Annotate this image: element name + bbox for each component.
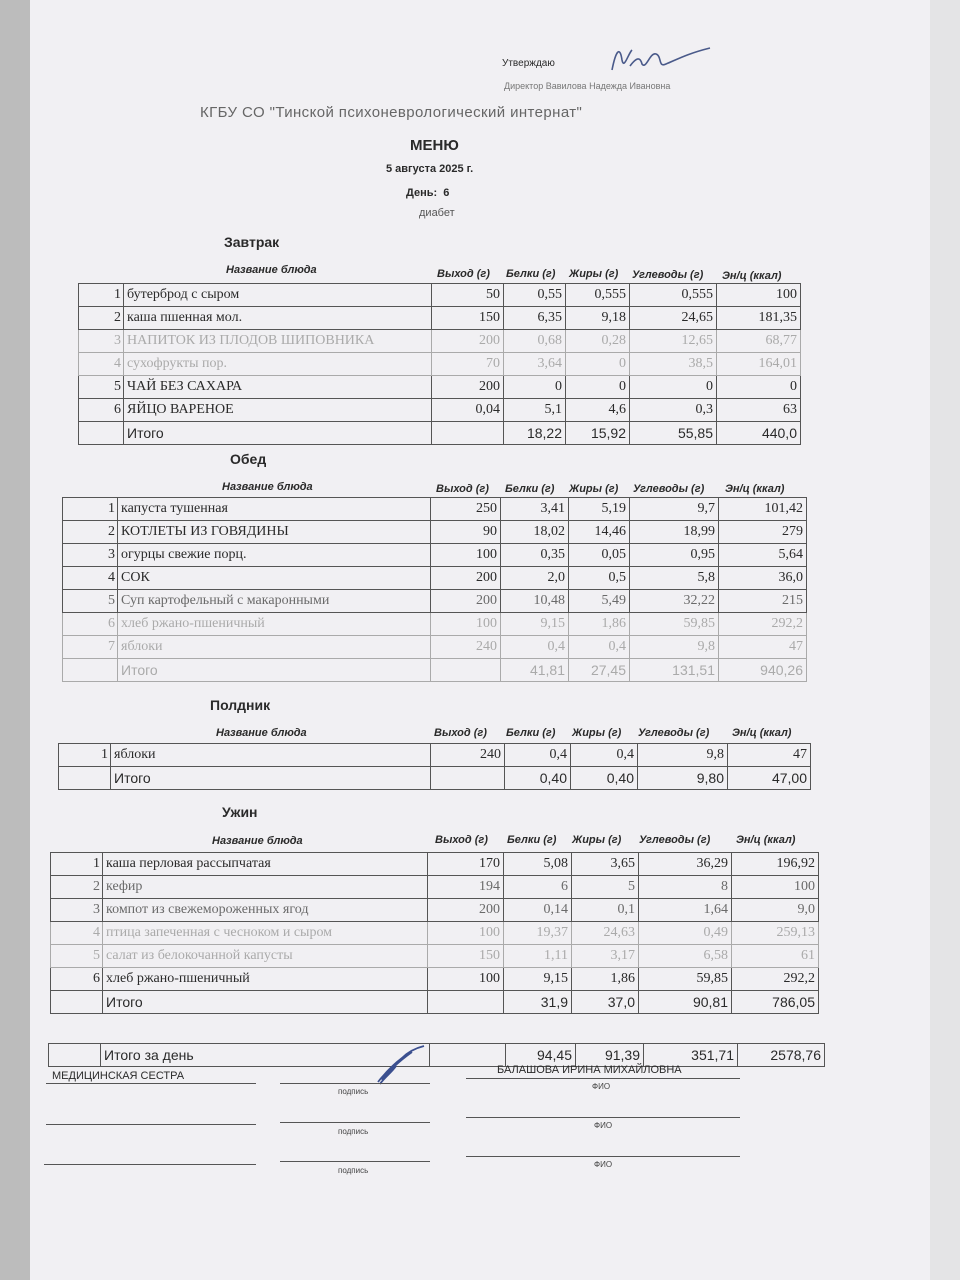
dish-protein: 1,11: [504, 945, 572, 968]
day-total-fat: 91,39: [576, 1044, 644, 1067]
sign-caption-2: подпись: [338, 1127, 369, 1136]
table-row: [79, 284, 801, 307]
table-row: [51, 899, 819, 922]
dish-carbs: 18,99: [630, 521, 719, 544]
dish-energy: 47: [728, 744, 811, 767]
dish-name: капуста тушенная: [118, 498, 431, 521]
director-line: Директор Вавилова Надежда Ивановна: [504, 81, 671, 91]
col-protein: Белки (г): [506, 727, 556, 739]
day-total-num: [49, 1044, 101, 1067]
col-name: Название блюда: [216, 727, 307, 739]
dish-fat: 14,46: [569, 521, 630, 544]
day-total-energy: 2578,76: [738, 1044, 825, 1067]
dish-energy: 164,01: [717, 353, 801, 376]
table-row: [63, 636, 807, 659]
col-fat: Жиры (г): [569, 483, 619, 495]
dish-name: КОТЛЕТЫ ИЗ ГОВЯДИНЫ: [118, 521, 431, 544]
dish-fat: 0: [566, 376, 630, 399]
dish-fat: 0: [566, 353, 630, 376]
dish-protein: 0,35: [501, 544, 569, 567]
table-row: [51, 945, 819, 968]
dish-energy: 215: [719, 590, 807, 613]
total-row: [59, 767, 811, 790]
total-output: [431, 659, 501, 682]
total-protein: 41,81: [501, 659, 569, 682]
dish-fat: 1,86: [569, 613, 630, 636]
row-number: 2: [51, 876, 103, 899]
organization-title: КГБУ СО "Тинской психоневрологический интернат": [200, 104, 583, 121]
dish-energy: 68,77: [717, 330, 801, 353]
total-carbs: 131,51: [630, 659, 719, 682]
dish-carbs: 0,3: [630, 399, 717, 422]
dish-output: 150: [428, 945, 504, 968]
dish-carbs: 12,65: [630, 330, 717, 353]
total-energy: 940,26: [719, 659, 807, 682]
dish-carbs: 1,64: [639, 899, 732, 922]
col-energy: Эн/ц (ккал): [736, 834, 796, 846]
dish-fat: 24,63: [572, 922, 639, 945]
snack-title: Полдник: [210, 697, 271, 713]
table-row: [51, 876, 819, 899]
dish-output: 50: [432, 284, 504, 307]
row-number: 4: [79, 353, 124, 376]
table-row: [51, 853, 819, 876]
dish-protein: 5,1: [504, 399, 566, 422]
total-protein: 18,22: [504, 422, 566, 445]
table-row: [51, 968, 819, 991]
total-fat: 15,92: [566, 422, 630, 445]
row-number: 7: [63, 636, 118, 659]
dinner-table: [50, 852, 819, 1014]
col-protein: Белки (г): [507, 834, 557, 846]
row-number: 3: [51, 899, 103, 922]
table-row: [63, 590, 807, 613]
total-num: [59, 767, 111, 790]
dish-fat: 0,1: [572, 899, 639, 922]
dish-protein: 3,64: [504, 353, 566, 376]
dish-protein: 10,48: [501, 590, 569, 613]
dish-output: 200: [432, 330, 504, 353]
dish-name: салат из белокочанной капусты: [103, 945, 428, 968]
dinner-title: Ужин: [222, 804, 258, 820]
total-energy: 440,0: [717, 422, 801, 445]
table-row: [63, 613, 807, 636]
dish-output: 200: [431, 567, 501, 590]
col-carbs: Углеводы (г): [639, 834, 711, 846]
dish-name: хлеб ржано-пшеничный: [118, 613, 431, 636]
dish-carbs: 36,29: [639, 853, 732, 876]
dish-output: 100: [428, 922, 504, 945]
total-carbs: 90,81: [639, 991, 732, 1014]
dish-fat: 3,65: [572, 853, 639, 876]
total-carbs: 55,85: [630, 422, 717, 445]
col-carbs: Углеводы (г): [633, 483, 705, 495]
total-row: [51, 991, 819, 1014]
col-name: Название блюда: [226, 264, 317, 276]
dish-fat: 1,86: [572, 968, 639, 991]
col-name: Название блюда: [222, 481, 313, 493]
row-number: 3: [63, 544, 118, 567]
col-carbs: Углеводы (г): [632, 269, 704, 281]
col-protein: Белки (г): [505, 483, 555, 495]
dish-carbs: 0: [630, 376, 717, 399]
dish-fat: 0,28: [566, 330, 630, 353]
total-fat: 27,45: [569, 659, 630, 682]
col-fat: Жиры (г): [569, 268, 619, 280]
col-output: Выход (г): [435, 834, 488, 846]
table-row: [79, 330, 801, 353]
table-row: [79, 399, 801, 422]
row-number: 1: [79, 284, 124, 307]
total-carbs: 9,80: [638, 767, 728, 790]
row-number: 4: [51, 922, 103, 945]
row-number: 3: [79, 330, 124, 353]
table-row: [79, 376, 801, 399]
row-number: 5: [51, 945, 103, 968]
table-row: [79, 353, 801, 376]
col-output: Выход (г): [437, 268, 490, 280]
diet-label: диабет: [419, 207, 455, 219]
dish-energy: 279: [719, 521, 807, 544]
dish-name: птица запеченная с чесноком и сыром: [103, 922, 428, 945]
day-total-out: [430, 1044, 506, 1067]
dish-protein: 2,0: [501, 567, 569, 590]
dish-protein: 0,68: [504, 330, 566, 353]
total-output: [428, 991, 504, 1014]
table-row: [63, 567, 807, 590]
dish-energy: 292,2: [719, 613, 807, 636]
sign-line-3: [280, 1161, 430, 1162]
dish-output: 240: [431, 636, 501, 659]
day-value: 6: [443, 187, 450, 199]
total-output: [431, 767, 505, 790]
dish-fat: 4,6: [566, 399, 630, 422]
dish-energy: 5,64: [719, 544, 807, 567]
table-row: [63, 521, 807, 544]
sign-line-1: [280, 1083, 430, 1084]
day-total-protein: 94,45: [506, 1044, 576, 1067]
dish-name: каша перловая рассыпчатая: [103, 853, 428, 876]
lunch-title: Обед: [230, 451, 267, 467]
dish-carbs: 59,85: [630, 613, 719, 636]
dish-energy: 100: [717, 284, 801, 307]
total-energy: 786,05: [732, 991, 819, 1014]
row-number: 6: [51, 968, 103, 991]
dish-carbs: 0,95: [630, 544, 719, 567]
dish-output: 194: [428, 876, 504, 899]
dish-protein: 0,4: [505, 744, 571, 767]
dish-energy: 47: [719, 636, 807, 659]
dish-output: 70: [432, 353, 504, 376]
dish-energy: 36,0: [719, 567, 807, 590]
dish-output: 100: [428, 968, 504, 991]
dish-protein: 5,08: [504, 853, 572, 876]
menu-day: [406, 187, 449, 199]
dish-protein: 9,15: [504, 968, 572, 991]
dish-protein: 0,14: [504, 899, 572, 922]
dish-fat: 0,4: [571, 744, 638, 767]
table-row: [59, 744, 811, 767]
sign-caption-1: подпись: [338, 1087, 369, 1096]
row-number: 5: [79, 376, 124, 399]
dish-protein: 6: [504, 876, 572, 899]
total-num: [51, 991, 103, 1014]
total-energy: 47,00: [728, 767, 811, 790]
col-output: Выход (г): [436, 483, 489, 495]
dish-fat: 5,19: [569, 498, 630, 521]
total-fat: 37,0: [572, 991, 639, 1014]
dish-fat: 0,05: [569, 544, 630, 567]
dish-protein: 0,4: [501, 636, 569, 659]
dish-name: яблоки: [111, 744, 431, 767]
col-fat: Жиры (г): [572, 727, 622, 739]
col-output: Выход (г): [434, 727, 487, 739]
approve-label: Утверждаю: [502, 58, 555, 69]
breakfast-table: [78, 283, 801, 445]
dish-carbs: 59,85: [639, 968, 732, 991]
col-energy: Эн/ц (ккал): [722, 270, 782, 282]
dish-carbs: 32,22: [630, 590, 719, 613]
dish-carbs: 9,8: [630, 636, 719, 659]
dish-protein: 6,35: [504, 307, 566, 330]
lunch-table: [62, 497, 807, 682]
dish-carbs: 38,5: [630, 353, 717, 376]
day-total-label: Итого за день: [101, 1044, 430, 1067]
col-carbs: Углеводы (г): [638, 727, 710, 739]
col-name: Название блюда: [212, 835, 303, 847]
dish-carbs: 8: [639, 876, 732, 899]
dish-fat: 5: [572, 876, 639, 899]
dish-fat: 0,5: [569, 567, 630, 590]
total-num: [79, 422, 124, 445]
dish-output: 250: [431, 498, 501, 521]
dish-name: СОК: [118, 567, 431, 590]
dish-carbs: 24,65: [630, 307, 717, 330]
dish-protein: 0,55: [504, 284, 566, 307]
dish-output: 200: [431, 590, 501, 613]
dish-protein: 3,41: [501, 498, 569, 521]
dish-name: хлеб ржано-пшеничный: [103, 968, 428, 991]
dish-energy: 196,92: [732, 853, 819, 876]
row-number: 5: [63, 590, 118, 613]
nurse-line: [46, 1083, 256, 1084]
dish-carbs: 9,8: [638, 744, 728, 767]
table-row: [63, 498, 807, 521]
fio-caption-1: ФИО: [592, 1082, 611, 1091]
dish-name: каша пшенная мол.: [124, 307, 432, 330]
dish-output: 200: [428, 899, 504, 922]
total-row: [63, 659, 807, 682]
total-protein: 0,40: [505, 767, 571, 790]
day-total-carbs: 351,71: [644, 1044, 738, 1067]
total-label: Итого: [111, 767, 431, 790]
dish-name: кефир: [103, 876, 428, 899]
nurse-label: МЕДИЦИНСКАЯ СЕСТРА: [52, 1070, 185, 1082]
row-number: 6: [63, 613, 118, 636]
dish-protein: 18,02: [501, 521, 569, 544]
fio-line-2: [466, 1117, 740, 1118]
total-protein: 31,9: [504, 991, 572, 1014]
total-fat: 0,40: [571, 767, 638, 790]
dish-energy: 0: [717, 376, 801, 399]
dish-energy: 292,2: [732, 968, 819, 991]
dish-fat: 0,4: [569, 636, 630, 659]
row-number: 1: [63, 498, 118, 521]
dish-output: 100: [431, 613, 501, 636]
dish-carbs: 5,8: [630, 567, 719, 590]
day-total-table: [48, 1043, 825, 1067]
total-num: [63, 659, 118, 682]
dish-output: 150: [432, 307, 504, 330]
dish-carbs: 0,49: [639, 922, 732, 945]
dish-name: огурцы свежие порц.: [118, 544, 431, 567]
row-number: 2: [63, 521, 118, 544]
dish-name: ЧАЙ БЕЗ САХАРА: [124, 376, 432, 399]
dish-name: бутерброд с сыром: [124, 284, 432, 307]
dish-name: Суп картофельный с макаронными: [118, 590, 431, 613]
dish-energy: 181,35: [717, 307, 801, 330]
dish-fat: 0,555: [566, 284, 630, 307]
dish-energy: 61: [732, 945, 819, 968]
table-row: [51, 922, 819, 945]
dish-name: НАПИТОК ИЗ ПЛОДОВ ШИПОВНИКА: [124, 330, 432, 353]
total-label: Итого: [124, 422, 432, 445]
dish-output: 100: [431, 544, 501, 567]
dish-name: ЯЙЦО ВАРЕНОЕ: [124, 399, 432, 422]
col-energy: Эн/ц (ккал): [732, 727, 792, 739]
fio-caption-2: ФИО: [594, 1121, 613, 1130]
row-number: 2: [79, 307, 124, 330]
dish-output: 170: [428, 853, 504, 876]
col-fat: Жиры (г): [572, 834, 622, 846]
total-output: [432, 422, 504, 445]
row-number: 1: [51, 853, 103, 876]
col-energy: Эн/ц (ккал): [725, 483, 785, 495]
dish-protein: 19,37: [504, 922, 572, 945]
dish-energy: 101,42: [719, 498, 807, 521]
fio-caption-3: ФИО: [594, 1160, 613, 1169]
day-total-row: [49, 1044, 825, 1067]
fio-line-1: [466, 1078, 740, 1079]
dish-protein: 9,15: [501, 613, 569, 636]
row-number: 1: [59, 744, 111, 767]
dish-energy: 9,0: [732, 899, 819, 922]
dish-fat: 5,49: [569, 590, 630, 613]
dish-carbs: 0,555: [630, 284, 717, 307]
blank-line-2: [46, 1124, 256, 1125]
day-label: День:: [406, 187, 438, 199]
row-number: 6: [79, 399, 124, 422]
total-label: Итого: [118, 659, 431, 682]
snack-table: [58, 743, 811, 790]
fio-line-3: [466, 1156, 740, 1157]
dish-energy: 259,13: [732, 922, 819, 945]
dish-fat: 9,18: [566, 307, 630, 330]
dish-fat: 3,17: [572, 945, 639, 968]
dish-carbs: 6,58: [639, 945, 732, 968]
page-title: МЕНЮ: [410, 137, 459, 154]
director-signature: [606, 40, 716, 80]
dish-output: 200: [432, 376, 504, 399]
dish-output: 90: [431, 521, 501, 544]
table-row: [63, 544, 807, 567]
nurse-name: БАЛАШОВА ИРИНА МИХАЙЛОВНА: [497, 1064, 682, 1076]
blank-line-3: [44, 1164, 256, 1165]
total-label: Итого: [103, 991, 428, 1014]
table-row: [79, 307, 801, 330]
row-number: 4: [63, 567, 118, 590]
dish-output: 0,04: [432, 399, 504, 422]
dish-name: яблоки: [118, 636, 431, 659]
dish-energy: 63: [717, 399, 801, 422]
dish-protein: 0: [504, 376, 566, 399]
menu-date: 5 августа 2025 г.: [386, 163, 474, 175]
dish-name: компот из свежемороженных ягод: [103, 899, 428, 922]
breakfast-title: Завтрак: [224, 234, 280, 250]
dish-energy: 100: [732, 876, 819, 899]
sign-line-2: [280, 1122, 430, 1123]
dish-name: сухофрукты пор.: [124, 353, 432, 376]
col-protein: Белки (г): [506, 268, 556, 280]
sign-caption-3: подпись: [338, 1166, 369, 1175]
dish-output: 240: [431, 744, 505, 767]
dish-carbs: 9,7: [630, 498, 719, 521]
total-row: [79, 422, 801, 445]
